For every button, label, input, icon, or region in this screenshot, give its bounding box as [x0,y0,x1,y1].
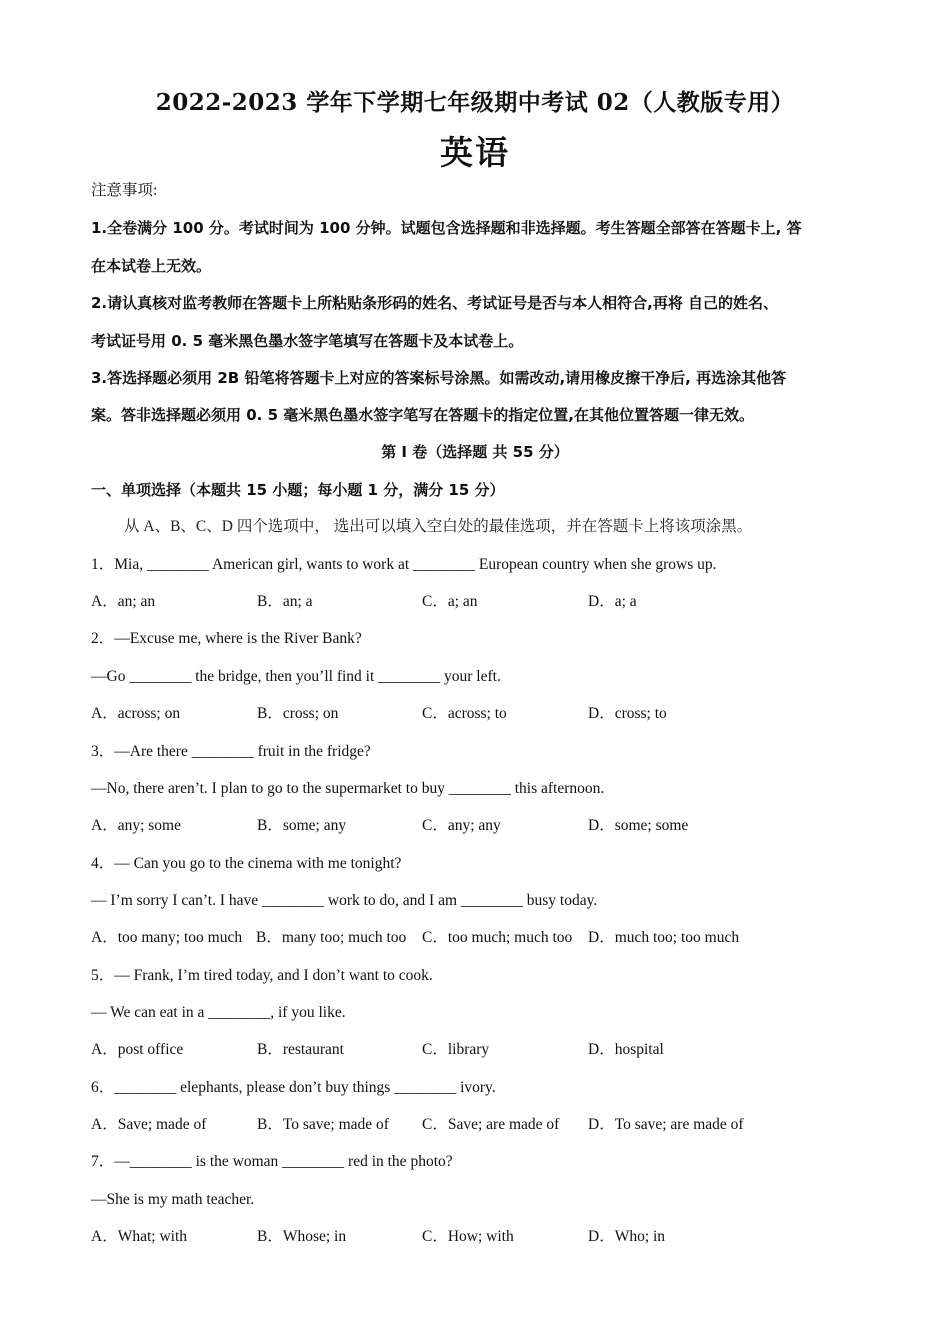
option-d: D．To save; are made of [588,1116,744,1133]
option-a: A．Save; made of [91,1116,207,1133]
option-c: C．across; to [422,705,507,722]
question-6-options [91,1115,851,1135]
question-4-stem: 4．— Can you go to the cinema with me tonight? [91,855,402,872]
option-d: D．much too; too much [588,929,740,946]
notice-line: 在本试卷上无效。 [91,257,212,275]
question-3-reply: —No, there aren’t. I plan to go to the supermarket to buy ________ this afternoon. [91,780,605,797]
question-5-stem: 5．— Frank, I’m tired today, and I don’t want to cook. [91,967,433,984]
exam-title: 2022-2023 学年下学期七年级期中考试 02（人教版专用） [155,89,795,116]
notice-line: 3.答选择题必须用 2B 铅笔将答题卡上对应的答案标号涂黑。如需改动,请用橡皮擦干净后, 再选涂其他答 [91,369,787,387]
question-2-options [91,704,851,724]
option-a: A．any; some [91,817,181,834]
notice-line: 案。答非选择题必须用 0. 5 毫米黑色墨水签字笔写在答题卡的指定位置,在其他位置答题一律无效。 [91,406,754,424]
option-d: D．a; a [588,593,637,610]
option-c: C．library [422,1041,490,1058]
question-7-options [91,1227,851,1247]
option-c: C．How; with [422,1228,514,1245]
option-b: B．To save; made of [257,1116,389,1133]
option-b: B．cross; on [257,705,339,722]
section-title: 一、单项选择（本题共 15 小题；每小题 1 分，满分 15 分） [91,481,505,499]
option-d: D．Who; in [588,1228,666,1245]
question-3-stem: 3．—Are there ________ fruit in the fridge? [91,743,371,760]
question-1-stem: 1．Mia, ________ American girl, wants to work at ________ European country when she grows up. [91,556,717,573]
question-1-options [91,592,851,612]
option-a: A．post office [91,1041,184,1058]
option-d: D．some; some [588,817,689,834]
section-instruction: 从 A、B、C、D 四个选项中， 选出可以填入空白处的最佳选项，并在答题卡上将该项涂黑。 [124,518,753,535]
question-2-reply: —Go ________ the bridge, then you’ll find it ________ your left. [91,668,501,685]
option-c: C．too much; much too [422,929,573,946]
option-b: B．restaurant [257,1041,344,1058]
option-c: C．Save; are made of [422,1116,560,1133]
option-c: C．a; an [422,593,478,610]
option-b: B．Whose; in [257,1228,347,1245]
question-6-stem: 6．________ elephants, please don’t buy things ________ ivory. [91,1079,496,1096]
question-5-options [91,1040,851,1060]
notice-line: 考试证号用 0. 5 毫米黑色墨水签字笔填写在答题卡及本试卷上。 [91,332,524,350]
subject-title: 英语 [440,133,510,172]
question-4-reply: — I’m sorry I can’t. I have ________ work to do, and I am ________ busy today. [91,892,598,909]
option-b: B．many too; much too [256,929,407,946]
question-2-stem: 2．—Excuse me, where is the River Bank? [91,630,362,647]
question-4-options [91,928,851,948]
option-a: A．across; on [91,705,181,722]
option-d: D．hospital [588,1041,664,1058]
question-7-reply: —She is my math teacher. [91,1191,255,1208]
option-a: A．an; an [91,593,156,610]
option-a: A．What; with [91,1228,187,1245]
option-c: C．any; any [422,817,501,834]
question-5-reply: — We can eat in a ________, if you like. [91,1004,346,1021]
notice-heading: 注意事项: [91,182,158,199]
notice-line: 1.全卷满分 100 分。考试时间为 100 分钟。试题包含选择题和非选择题。考生答题全部答在答题卡上, 答 [91,219,802,237]
notice-line: 2.请认真核对监考教师在答题卡上所粘贴条形码的姓名、考试证号是否与本人相符合,再将 自己的姓名、 [91,294,779,312]
option-a: A．too many; too much [91,929,243,946]
option-d: D．cross; to [588,705,667,722]
option-b: B．an; a [257,593,313,610]
part-heading: 第 I 卷（选择题 共 55 分） [381,443,569,461]
option-b: B．some; any [257,817,347,834]
question-3-options [91,816,851,836]
question-7-stem: 7．—________ is the woman ________ red in the photo? [91,1153,453,1170]
